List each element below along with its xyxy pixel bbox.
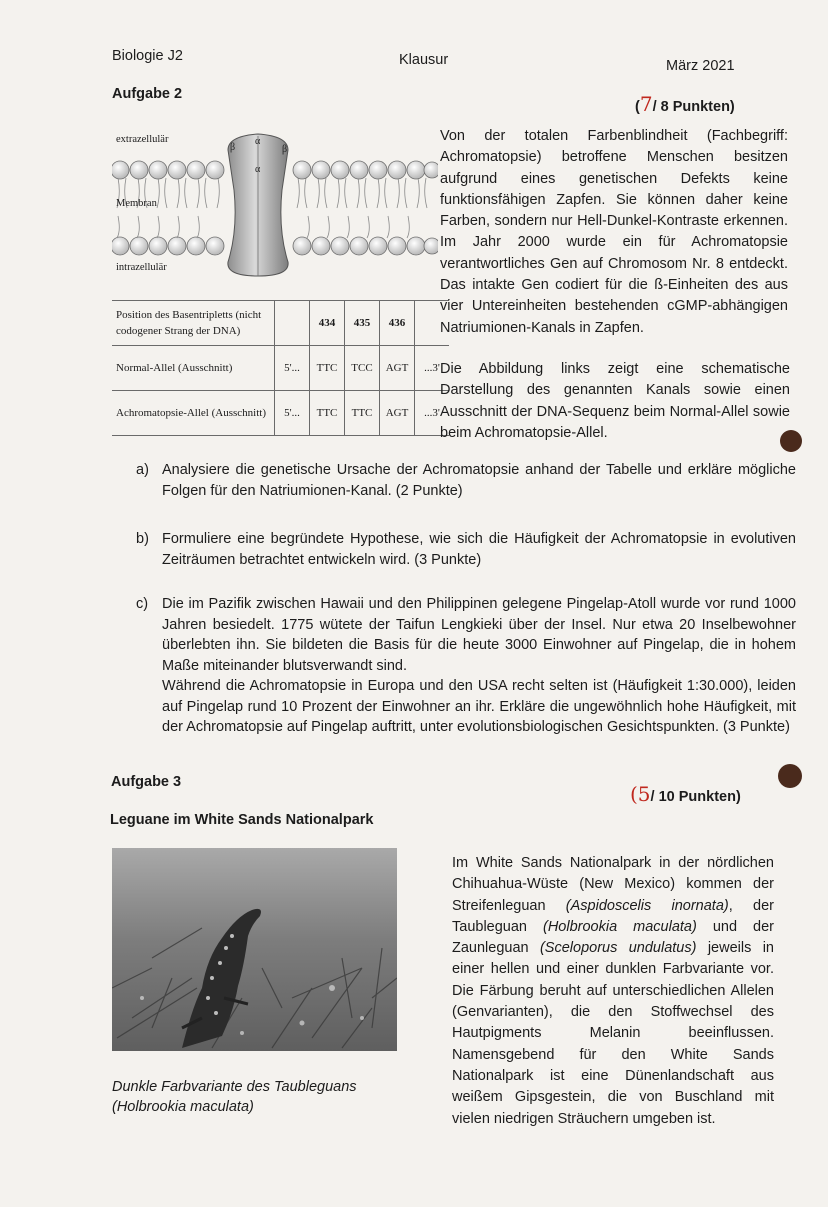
header-subject: Biologie J2 — [112, 48, 183, 64]
task3-points-suffix: / 10 Punkten) — [650, 789, 741, 805]
table-row-label: Normal-Allel (Ausschnitt) — [112, 346, 275, 391]
task2-intro-text-2: Die Abbildung links zeigt eine schematische Darstellung des genannten Kanals sowie einen Ausschnitt der DNA-Sequenz beim Normal-Allel sowie beim Achromatopsie-Allel. — [440, 361, 790, 441]
task2-points-handwritten: 7 — [639, 92, 653, 116]
alpha-label-inner: α — [255, 164, 261, 175]
table-cell-empty — [275, 301, 310, 346]
table-position-436: 436 — [380, 301, 415, 346]
task3-points — [630, 782, 741, 806]
alpha-label-top: α — [255, 136, 261, 147]
table-position-435: 435 — [345, 301, 380, 346]
hole-punch-mark — [780, 430, 802, 452]
photo-caption-line1: Dunkle Farbvariante des Taubleguans — [112, 1079, 357, 1095]
question-c-letter: c) — [136, 596, 149, 612]
membrane-label: Membran — [116, 198, 157, 209]
table-cell-codon: TTC — [310, 346, 345, 391]
task3-text-part2: , der Taubleguan — [452, 897, 774, 935]
beta-label-right: β — [282, 144, 288, 155]
task3-text-part3: und der Zaunleguan — [452, 918, 774, 957]
task3-subtitle: Leguane im White Sands Nationalpark — [110, 812, 374, 828]
table-cell-codon: TCC — [345, 346, 380, 391]
question-a-text: Analysiere die genetische Ursache der Achromatopsie anhand der Tabelle und erkläre mögliche Folgen für den Natriumionen-Kanal. (2 Punkte) — [162, 462, 796, 499]
table-cell-codon: AGT — [380, 391, 415, 436]
task2-points-suffix: / 8 Punkten) — [652, 99, 735, 115]
species-aspidoscelis: (Aspidoscelis inornata) — [565, 897, 729, 914]
photo-caption-line2: (Holbrookia maculata) — [112, 1099, 254, 1115]
task3-text-part4: jeweils in einer hellen und einer dunklen Farbvariante vor. Die Färbung beruht auf unterschiedlichen Allelen (Genvarianten), die den Stoffwechsel des Hautpigments Melanin beeinflussen. Namensgebend für den White Sands Nationalpark ist eine Dünenlandschaft aus weißem Gipsgestein, die von Buschland mit vielen niedrigen Sträuchern umgeben ist. — [452, 940, 774, 1127]
header-doc-type: Klausur — [399, 52, 449, 68]
table-cell-start: 5'... — [275, 391, 310, 436]
table-cell-start: 5'... — [275, 346, 310, 391]
lizard-image — [112, 848, 397, 1051]
task3-text-part1: Im White Sands Nationalpark in der nördlichen Chihuahua-Wüste (New Mexico) kommen der Streifenleguan — [452, 855, 774, 914]
dna-sequence-table — [112, 300, 449, 436]
table-cell-codon: AGT — [380, 346, 415, 391]
question-c-text: Die im Pazifik zwischen Hawaii und den Philippinen gelegene Pingelap-Atoll wurde vor rund 1000 Jahren besiedelt. 1775 wütete der Taifun Lengkieki über der Insel. Nur etwa 20 Inselbewohner überlebten ihn. Sie bildeten die Basis für die heute 3000 Einwohner auf Pingelap, die in hohem Maße miteinander blutsverwandt sind. — [162, 596, 796, 674]
question-b-text: Formuliere eine begründete Hypothese, wie sich die Häufigkeit der Achromatopsie in evolutiven Zeiträumen betrachtet entwickeln wird. (3 Punkte) — [162, 531, 796, 568]
intracellular-label: intrazellulär — [116, 262, 167, 273]
hole-punch-mark — [778, 764, 802, 788]
task3-title: Aufgabe 3 — [111, 774, 182, 790]
task2-title: Aufgabe 2 — [112, 86, 183, 102]
table-header-label: Position des Basentripletts (nicht codogener Strang der DNA) — [112, 301, 275, 346]
task2-points-open: ( — [635, 99, 640, 115]
header-date: März 2021 — [666, 58, 735, 74]
question-b — [136, 529, 796, 570]
species-holbrookia: (Holbrookia maculata) — [543, 918, 697, 935]
question-a — [136, 460, 796, 501]
table-cell-end: ...3' — [415, 391, 450, 436]
task2-intro-text: Von der totalen Farbenblindheit (Fachbegriff: Achromatopsie) betroffene Menschen besitzen aufgrund eines genetischen Defekts keine funktionsfähigen Zapfen. Sie können daher keine Farben, sondern nur Hell-Dunkel-Kontraste erkennen. Im Jahr 2000 wurde ein für Achromatopsie verantwortliches Gen auf Chromosom Nr. 8 entdeckt. Das intakte Gen codiert für die ß-Einheiten des aus vier Untereinheiten bestehenden cGMP-abhängigen Natriumionen-Kanals in Zapfen. — [440, 128, 788, 336]
species-sceloporus: (Sceloporus undulatus) — [539, 940, 697, 957]
task2-points — [635, 92, 735, 116]
ion-channel-figure — [112, 128, 438, 288]
question-b-letter: b) — [136, 531, 149, 547]
table-cell-end: ...3' — [415, 346, 450, 391]
question-c-text-2: Während die Achromatopsie in Europa und den USA recht selten ist (Häufigkeit 1:30.000), leiden auf Pingelap rund 10 Prozent der Einwohner an ihr. Erkläre die ungewöhnlich hohe Häufigkeit, mit der Achromatopsie auf Pingelap auftritt, unter evolutionsbiologischen Gesichtspunkten. (3 Punkte) — [162, 678, 796, 735]
table-position-434: 434 — [310, 301, 345, 346]
beta-label-left: β — [230, 142, 236, 153]
question-a-letter: a) — [136, 462, 149, 478]
table-cell-codon: TTC — [345, 391, 380, 436]
question-c — [136, 594, 796, 738]
table-row-header — [112, 301, 449, 346]
table-row-label: Achromatopsie-Allel (Ausschnitt) — [112, 391, 275, 436]
table-cell-codon: TTC — [310, 391, 345, 436]
lizard-photo — [112, 848, 397, 1051]
task3-points-handwritten: (5 — [630, 782, 651, 806]
table-row-achromatopsie-allel — [112, 391, 449, 436]
table-row-normal-allel — [112, 346, 449, 391]
extracellular-label: extrazellulär — [116, 134, 169, 145]
task3-text — [452, 853, 774, 1130]
